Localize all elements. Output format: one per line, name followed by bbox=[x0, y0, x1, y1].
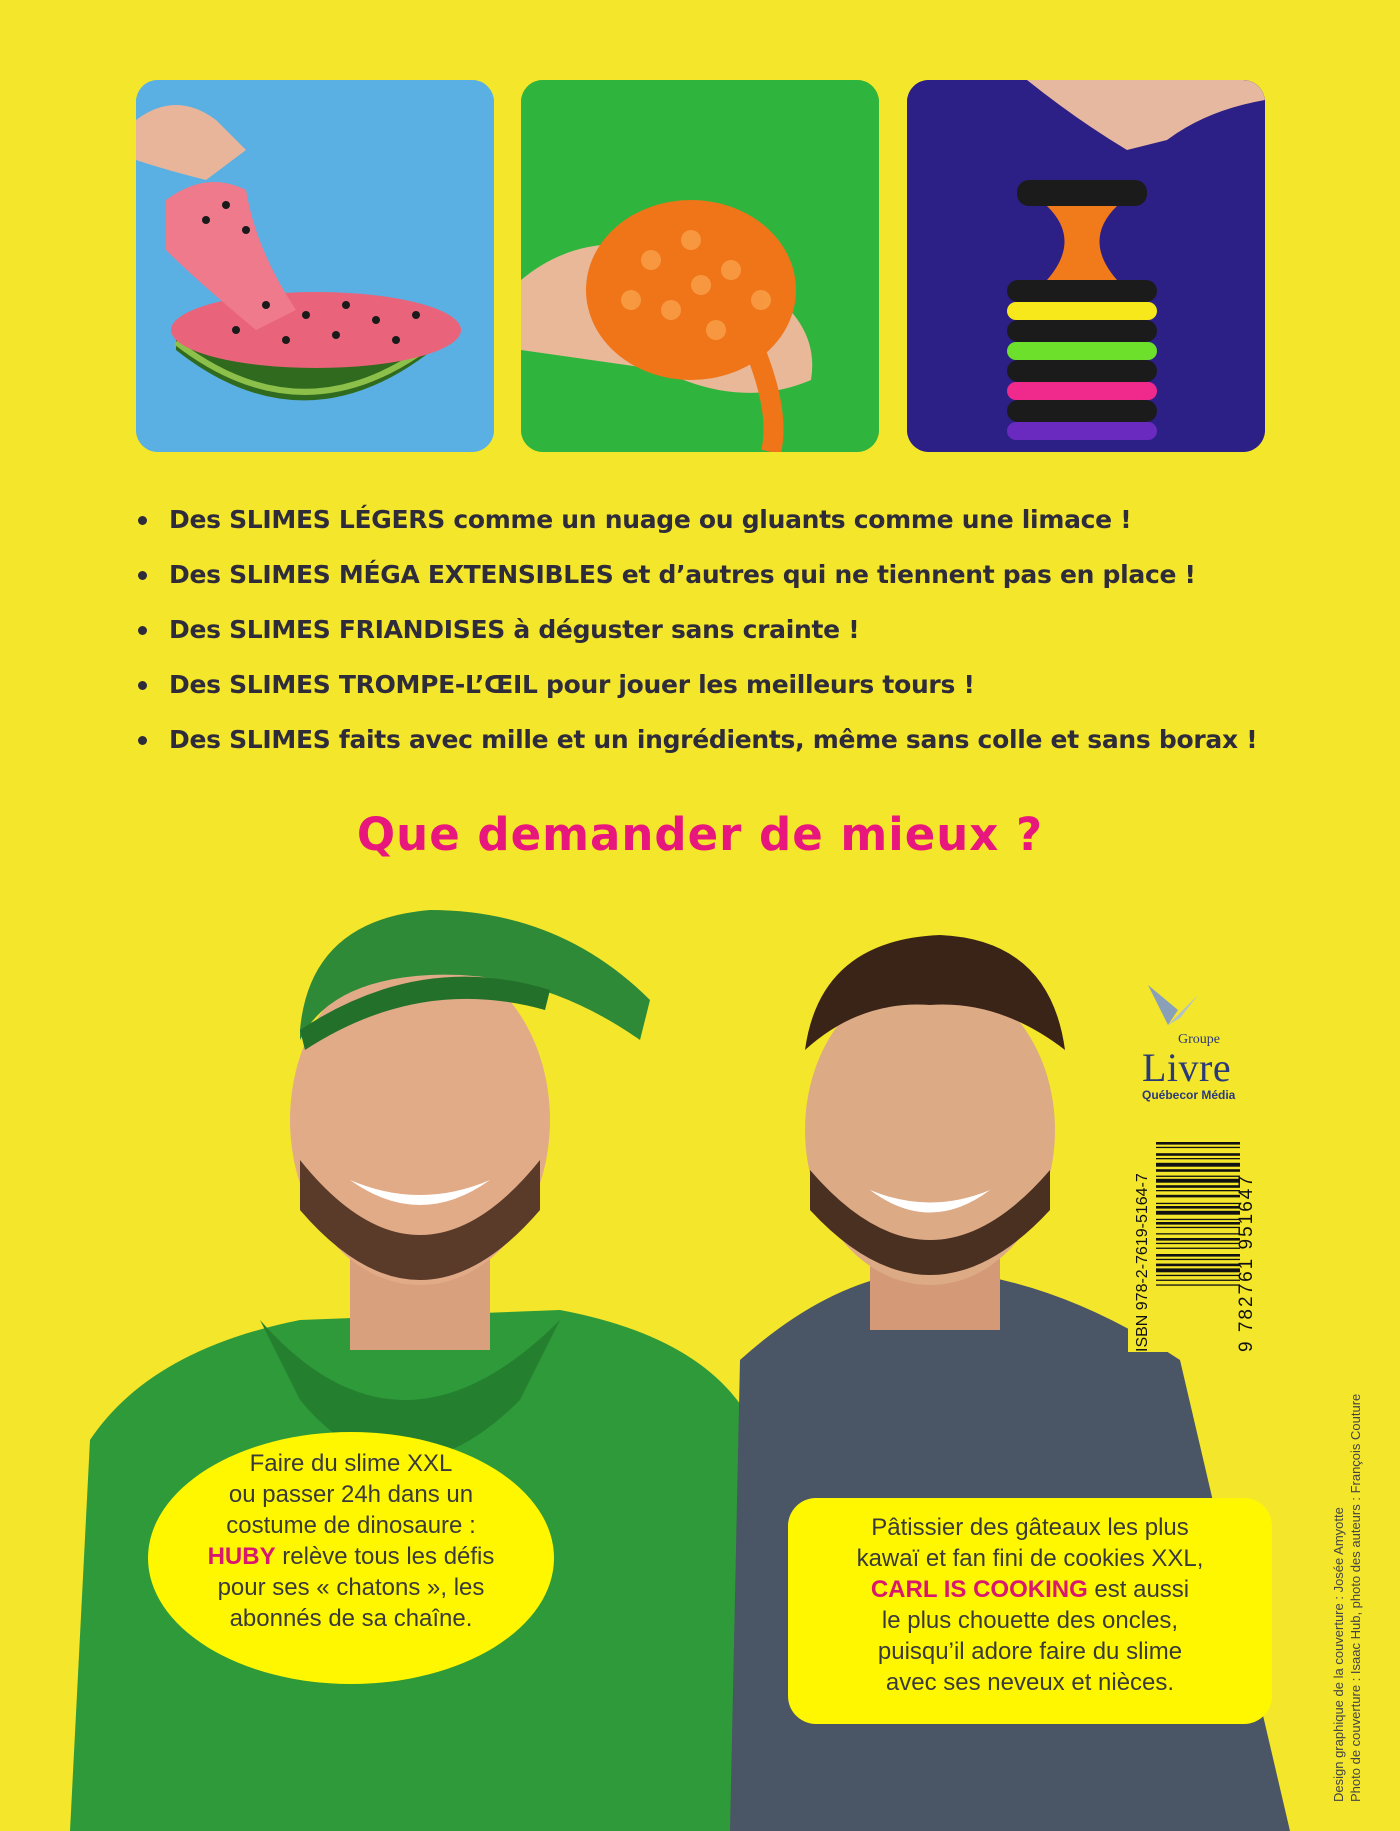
cookie-stack-slime-photo bbox=[907, 80, 1265, 452]
barcode-bar bbox=[1156, 1153, 1240, 1156]
barcode-bar bbox=[1156, 1238, 1240, 1241]
feature-item: Des SLIMES MÉGA EXTENSIBLES et d’autres qui ne tiennent pas en place ! bbox=[130, 560, 1310, 615]
barcode-bar bbox=[1156, 1158, 1240, 1159]
bullet-icon bbox=[138, 571, 147, 580]
bullet-icon bbox=[138, 736, 147, 745]
barcode-bar bbox=[1156, 1179, 1240, 1183]
orange-beads-slime-photo bbox=[521, 80, 879, 452]
huby-bio-bubble: Faire du slime XXL ou passer 24h dans un costume de dinosaure : HUBY relève tous les défis pour ses « chatons », les abonnés de sa chaîne. bbox=[148, 1432, 554, 1684]
barcode-bar bbox=[1156, 1264, 1240, 1267]
barcode-bar bbox=[1156, 1284, 1240, 1285]
barcode-bar bbox=[1156, 1259, 1240, 1260]
barcode-bar bbox=[1156, 1147, 1240, 1148]
author-name-carl: CARL IS COOKING bbox=[870, 1576, 1088, 1603]
barcode-bar bbox=[1156, 1233, 1240, 1234]
feature-item: Des SLIMES TROMPE-L’ŒIL pour jouer les meilleurs tours ! bbox=[130, 670, 1310, 725]
bullet-icon bbox=[138, 681, 147, 690]
feature-item: Des SLIMES faits avec mille et un ingrédients, même sans colle et sans borax ! bbox=[130, 725, 1310, 780]
barcode-bar bbox=[1156, 1227, 1240, 1228]
feature-item: Des SLIMES FRIANDISES à déguster sans crainte ! bbox=[130, 615, 1310, 670]
watermelon-slime-photo bbox=[136, 80, 494, 452]
barcode-bar bbox=[1156, 1203, 1240, 1204]
isbn-label: ISBN 978-2-7619-5164-7 bbox=[1134, 1173, 1151, 1352]
barcode-bar bbox=[1156, 1243, 1240, 1244]
barcode-bar bbox=[1156, 1176, 1240, 1177]
barcode-bar bbox=[1156, 1280, 1240, 1281]
barcode-bar bbox=[1156, 1219, 1240, 1220]
bullet-icon bbox=[138, 516, 147, 525]
barcode-bar bbox=[1156, 1268, 1240, 1272]
tagline: Que demander de mieux ? bbox=[356, 808, 1044, 861]
barcode-bar bbox=[1156, 1163, 1240, 1167]
barcode-bar bbox=[1156, 1169, 1240, 1172]
barcode-bar bbox=[1156, 1275, 1240, 1276]
barcode-digits: 9 782761 951647 bbox=[1236, 1174, 1257, 1352]
barcode-bar bbox=[1156, 1185, 1240, 1188]
author-name-huby: HUBY bbox=[207, 1543, 276, 1570]
barcode-bar bbox=[1156, 1254, 1240, 1257]
barcode-bar bbox=[1156, 1211, 1240, 1215]
carl-bio-bubble: Pâtissier des gâteaux les plus kawaï et fan fini de cookies XXL, CARL IS COOKING est aussi le plus chouette des oncles, puisqu’il adore faire du slime avec ses neveux et nièces. bbox=[788, 1498, 1272, 1724]
butterfly-icon bbox=[1138, 980, 1208, 1030]
feature-item: Des SLIMES LÉGERS comme un nuage ou gluants comme une limace ! bbox=[130, 505, 1310, 560]
feature-list bbox=[130, 505, 1310, 780]
publisher-logo: Groupe Livre Québecor Média bbox=[1118, 980, 1258, 1100]
barcode-bar bbox=[1156, 1195, 1240, 1198]
barcode-bar bbox=[1156, 1206, 1240, 1209]
design-credit: Design graphique de la couverture : Josée Amyotte bbox=[1331, 1507, 1346, 1802]
barcode-bar bbox=[1156, 1222, 1240, 1225]
bullet-icon bbox=[138, 626, 147, 635]
photo-credit: Photo de couverture : Isaac Hub, photo des auteurs : François Couture bbox=[1348, 1393, 1363, 1802]
barcode-bar bbox=[1156, 1248, 1240, 1249]
barcode-bar bbox=[1156, 1142, 1240, 1145]
barcode-bar bbox=[1156, 1190, 1240, 1191]
